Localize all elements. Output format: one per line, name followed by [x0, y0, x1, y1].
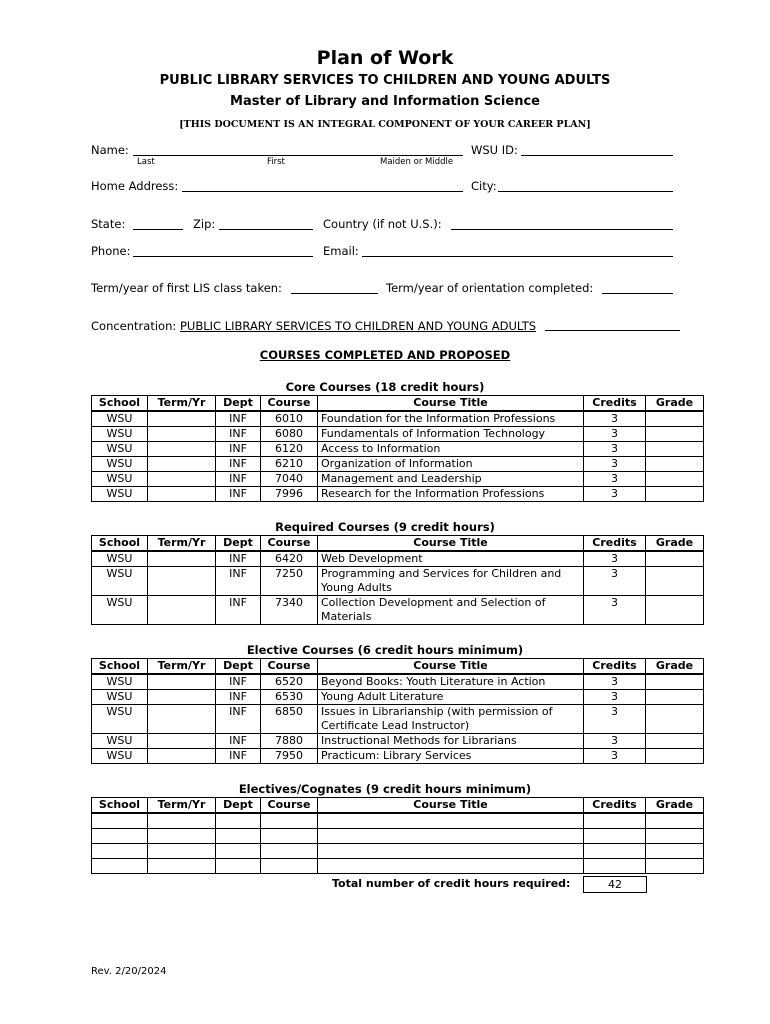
email-field[interactable]: [362, 256, 673, 257]
header-term: Term/Yr: [148, 396, 216, 412]
header-dept: Dept: [216, 659, 261, 675]
cell-dept: INF: [216, 427, 261, 442]
first-name-hint: First: [267, 157, 285, 167]
cell-course: 7996: [261, 487, 318, 502]
cell-dept: INF: [216, 411, 261, 427]
cell-school[interactable]: [92, 813, 148, 829]
cell-school: WSU: [92, 457, 148, 472]
country-field[interactable]: [451, 229, 673, 230]
cell-dept: INF: [216, 734, 261, 749]
cell-dept: INF: [216, 705, 261, 734]
cell-course: 6210: [261, 457, 318, 472]
cell-credits[interactable]: [584, 859, 646, 874]
cell-school: WSU: [92, 596, 148, 625]
cell-term: [148, 551, 216, 567]
header-term: Term/Yr: [148, 659, 216, 675]
cognates-title: Electives/Cognates (9 credit hours minimum): [238, 782, 532, 796]
header-credits: Credits: [584, 396, 646, 412]
program-subtitle: PUBLIC LIBRARY SERVICES TO CHILDREN AND YOUNG ADULTS: [159, 73, 611, 88]
wsu-id-field[interactable]: [521, 155, 673, 156]
cell-dept: INF: [216, 442, 261, 457]
home-address-field[interactable]: [182, 191, 463, 192]
cell-term: [148, 734, 216, 749]
cell-dept[interactable]: [216, 844, 261, 859]
cell-term[interactable]: [148, 813, 216, 829]
last-name-hint: Last: [137, 157, 155, 167]
cell-title: Young Adult Literature: [318, 690, 584, 705]
core-courses-title: Core Courses (18 credit hours): [285, 380, 485, 394]
cell-credits: 3: [584, 690, 646, 705]
table-header-row: [92, 396, 704, 412]
cell-course: 6420: [261, 551, 318, 567]
header-credits: Credits: [584, 798, 646, 814]
header-credits: Credits: [584, 536, 646, 552]
cell-school: WSU: [92, 690, 148, 705]
cell-term[interactable]: [148, 859, 216, 874]
table-row: [92, 734, 704, 749]
cell-course: 6520: [261, 674, 318, 690]
cell-course[interactable]: [261, 859, 318, 874]
cell-course[interactable]: [261, 844, 318, 859]
state-label: State:: [91, 217, 126, 231]
cell-course: 7340: [261, 596, 318, 625]
cell-dept[interactable]: [216, 829, 261, 844]
cell-dept: INF: [216, 596, 261, 625]
cell-school: WSU: [92, 567, 148, 596]
cell-title: Web Development: [318, 551, 584, 567]
empty-row[interactable]: [92, 859, 704, 874]
cell-grade: [646, 487, 704, 502]
empty-row[interactable]: [92, 813, 704, 829]
city-label: City:: [471, 179, 497, 193]
cell-school: WSU: [92, 487, 148, 502]
cell-grade: [646, 690, 704, 705]
cell-term[interactable]: [148, 829, 216, 844]
cell-term: [148, 442, 216, 457]
cell-dept: INF: [216, 487, 261, 502]
home-address-label: Home Address:: [91, 179, 179, 193]
document-note: [THIS DOCUMENT IS AN INTEGRAL COMPONENT OF YOUR CAREER PLAN]: [179, 119, 591, 130]
empty-row[interactable]: [92, 829, 704, 844]
degree-subtitle: Master of Library and Information Science: [230, 94, 540, 109]
courses-heading: COURSES COMPLETED AND PROPOSED: [259, 348, 511, 362]
header-title: Course Title: [318, 798, 584, 814]
table-row: [92, 457, 704, 472]
cell-school: WSU: [92, 442, 148, 457]
cell-title: Programming and Services for Children and Young Adults: [318, 567, 584, 596]
header-dept: Dept: [216, 798, 261, 814]
cell-title[interactable]: [318, 844, 584, 859]
table-row: [92, 487, 704, 502]
total-label: Total number of credit hours required:: [332, 877, 571, 890]
header-school: School: [92, 659, 148, 675]
cell-credits[interactable]: [584, 844, 646, 859]
cell-term: [148, 690, 216, 705]
table-row: [92, 705, 704, 734]
cell-credits: 3: [584, 487, 646, 502]
cell-school: WSU: [92, 551, 148, 567]
cell-grade: [646, 427, 704, 442]
cell-grade: [646, 749, 704, 764]
cell-title: Management and Leadership: [318, 472, 584, 487]
cell-course: 7950: [261, 749, 318, 764]
header-dept: Dept: [216, 396, 261, 412]
concentration-underline: [545, 330, 680, 331]
header-grade: Grade: [646, 659, 704, 675]
cell-title: Instructional Methods for Librarians: [318, 734, 584, 749]
cell-school: WSU: [92, 427, 148, 442]
cell-school: WSU: [92, 674, 148, 690]
cell-course: 6530: [261, 690, 318, 705]
cell-dept[interactable]: [216, 813, 261, 829]
cell-credits: 3: [584, 442, 646, 457]
city-field[interactable]: [498, 191, 673, 192]
maiden-name-hint: Maiden or Middle: [380, 157, 454, 167]
header-course: Course: [261, 798, 318, 814]
header-school: School: [92, 396, 148, 412]
cell-school: WSU: [92, 705, 148, 734]
cell-credits: 3: [584, 551, 646, 567]
cell-course: 6850: [261, 705, 318, 734]
zip-label: Zip:: [193, 217, 216, 231]
cell-course: 6080: [261, 427, 318, 442]
table-row: [92, 427, 704, 442]
cell-credits: 3: [584, 457, 646, 472]
country-label: Country (if not U.S.):: [323, 217, 442, 231]
cell-term: [148, 674, 216, 690]
term-first-label: Term/year of first LIS class taken:: [91, 281, 282, 295]
cell-dept: INF: [216, 749, 261, 764]
cell-credits: 3: [584, 472, 646, 487]
cell-title: Organization of Information: [318, 457, 584, 472]
cell-dept: INF: [216, 457, 261, 472]
header-grade: Grade: [646, 798, 704, 814]
header-credits: Credits: [584, 659, 646, 675]
cognates-table: [91, 797, 704, 874]
name-label: Name:: [91, 143, 129, 157]
cell-grade[interactable]: [646, 859, 704, 874]
header-grade: Grade: [646, 536, 704, 552]
cell-grade: [646, 411, 704, 427]
cell-grade[interactable]: [646, 844, 704, 859]
cell-title: Fundamentals of Information Technology: [318, 427, 584, 442]
cell-dept: INF: [216, 690, 261, 705]
state-field[interactable]: [133, 229, 183, 230]
cell-dept: INF: [216, 567, 261, 596]
email-label: Email:: [323, 244, 359, 258]
cell-title: Research for the Information Professions: [318, 487, 584, 502]
cell-title: Foundation for the Information Professions: [318, 411, 584, 427]
table-row: [92, 567, 704, 596]
cell-dept: INF: [216, 472, 261, 487]
table-row: [92, 411, 704, 427]
cell-course: 6120: [261, 442, 318, 457]
header-title: Course Title: [318, 396, 584, 412]
cell-dept: INF: [216, 551, 261, 567]
table-row: [92, 551, 704, 567]
header-term: Term/Yr: [148, 536, 216, 552]
table-row: [92, 674, 704, 690]
cell-school[interactable]: [92, 829, 148, 844]
cell-school: WSU: [92, 472, 148, 487]
term-orientation-label: Term/year of orientation completed:: [386, 281, 594, 295]
cell-credits[interactable]: [584, 829, 646, 844]
cell-grade: [646, 705, 704, 734]
cell-credits: 3: [584, 705, 646, 734]
table-row: [92, 472, 704, 487]
header-school: School: [92, 798, 148, 814]
cell-credits: 3: [584, 427, 646, 442]
cell-credits: 3: [584, 567, 646, 596]
cell-school: WSU: [92, 749, 148, 764]
elective-courses-table: [91, 658, 704, 764]
cell-title: Collection Development and Selection of Materials: [318, 596, 584, 625]
revision-date: Rev. 2/20/2024: [91, 966, 167, 977]
table-header-row: [92, 659, 704, 675]
cell-title: Issues in Librarianship (with permission of Certificate Lead Instructor): [318, 705, 584, 734]
empty-row[interactable]: [92, 844, 704, 859]
cell-dept: INF: [216, 674, 261, 690]
cell-school: WSU: [92, 734, 148, 749]
required-courses-table: [91, 535, 704, 625]
cell-term: [148, 596, 216, 625]
concentration-label: Concentration:: [91, 319, 177, 333]
header-grade: Grade: [646, 396, 704, 412]
term-orientation-field[interactable]: [602, 293, 673, 294]
table-header-row: [92, 536, 704, 552]
cell-grade: [646, 551, 704, 567]
header-title: Course Title: [318, 536, 584, 552]
cell-school[interactable]: [92, 844, 148, 859]
cell-course[interactable]: [261, 813, 318, 829]
cell-title: Access to Information: [318, 442, 584, 457]
cell-credits: 3: [584, 674, 646, 690]
table-header-row: [92, 798, 704, 814]
header-course: Course: [261, 396, 318, 412]
cell-grade: [646, 567, 704, 596]
cell-grade: [646, 442, 704, 457]
cell-course: 7040: [261, 472, 318, 487]
cell-term: [148, 472, 216, 487]
concentration-value: PUBLIC LIBRARY SERVICES TO CHILDREN AND YOUNG ADULTS: [180, 319, 537, 333]
page-title: Plan of Work: [316, 47, 454, 69]
cell-credits: 3: [584, 411, 646, 427]
cell-credits: 3: [584, 734, 646, 749]
zip-field[interactable]: [219, 229, 313, 230]
table-row: [92, 596, 704, 625]
cell-credits[interactable]: [584, 813, 646, 829]
table-row: [92, 749, 704, 764]
cell-title[interactable]: [318, 829, 584, 844]
cell-term: [148, 457, 216, 472]
phone-label: Phone:: [91, 244, 131, 258]
cell-school: WSU: [92, 411, 148, 427]
cell-credits: 3: [584, 596, 646, 625]
required-courses-title: Required Courses (9 credit hours): [275, 520, 495, 534]
cell-term: [148, 411, 216, 427]
cell-credits: 3: [584, 749, 646, 764]
cell-term: [148, 749, 216, 764]
cell-grade: [646, 472, 704, 487]
cell-course: 7880: [261, 734, 318, 749]
cell-course[interactable]: [261, 829, 318, 844]
cell-grade: [646, 457, 704, 472]
cell-title[interactable]: [318, 859, 584, 874]
cell-term: [148, 427, 216, 442]
phone-field[interactable]: [133, 256, 313, 257]
cell-term: [148, 487, 216, 502]
header-school: School: [92, 536, 148, 552]
cell-term[interactable]: [148, 844, 216, 859]
header-dept: Dept: [216, 536, 261, 552]
header-course: Course: [261, 659, 318, 675]
cell-grade: [646, 734, 704, 749]
cell-course: 7250: [261, 567, 318, 596]
cell-grade[interactable]: [646, 813, 704, 829]
name-field[interactable]: [133, 155, 463, 156]
cell-grade: [646, 674, 704, 690]
cell-dept[interactable]: [216, 859, 261, 874]
wsu-id-label: WSU ID:: [471, 143, 518, 157]
core-courses-table: [91, 395, 704, 502]
cell-grade: [646, 596, 704, 625]
cell-grade[interactable]: [646, 829, 704, 844]
cell-term: [148, 705, 216, 734]
header-term: Term/Yr: [148, 798, 216, 814]
cell-course: 6010: [261, 411, 318, 427]
total-value: 42: [583, 876, 647, 893]
header-course: Course: [261, 536, 318, 552]
cell-school[interactable]: [92, 859, 148, 874]
cell-title: Beyond Books: Youth Literature in Action: [318, 674, 584, 690]
table-row: [92, 442, 704, 457]
term-first-field[interactable]: [291, 293, 378, 294]
header-title: Course Title: [318, 659, 584, 675]
cell-term: [148, 567, 216, 596]
elective-courses-title: Elective Courses (6 credit hours minimum): [246, 643, 524, 657]
cell-title[interactable]: [318, 813, 584, 829]
table-row: [92, 690, 704, 705]
cell-title: Practicum: Library Services: [318, 749, 584, 764]
